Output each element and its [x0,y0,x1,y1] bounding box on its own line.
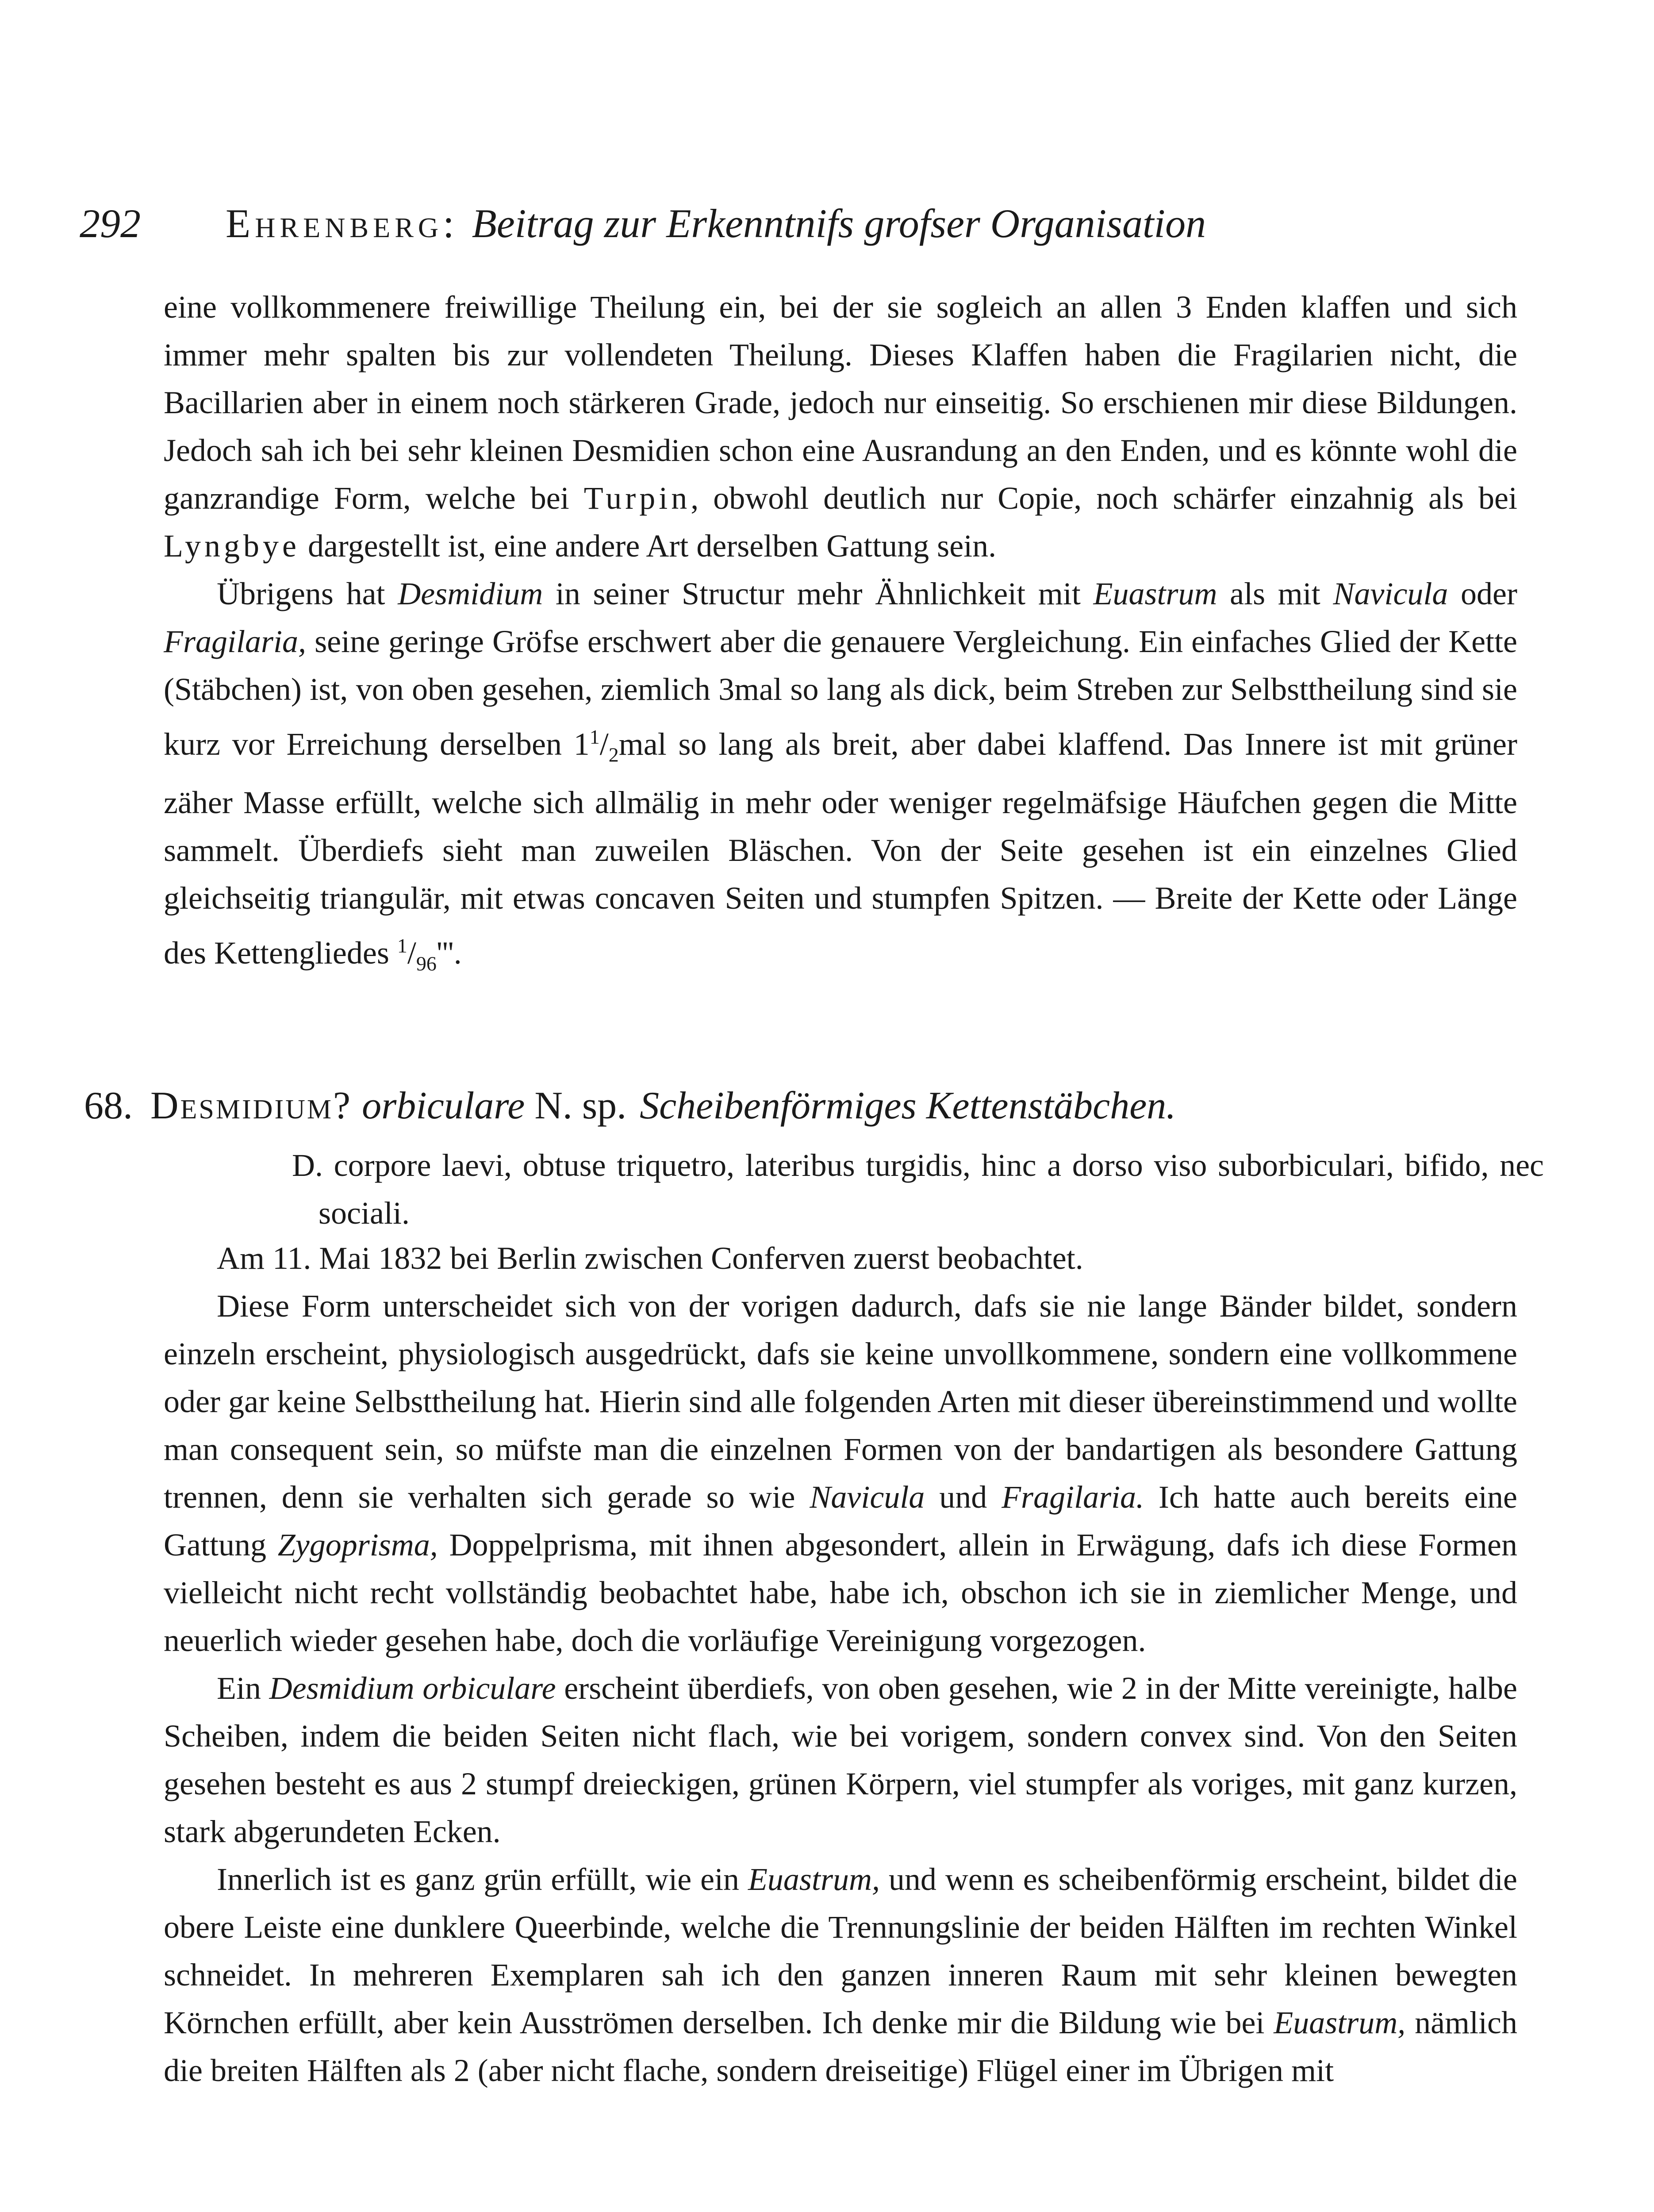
text-run: erscheint überdiefs, von oben gesehen, wie 2 in der Mitte vereinigte, halbe Scheiben, indem die beiden Seiten nicht flach, wie bei vorigem, sondern convex sind. Von den Seiten gesehen besteht es aus 2 stumpf dreieckigen, grünen Körpern, viel stumpfer als voriges, mit ganz kurzen, stark abgerundeten Ecken. [164,1671,1518,1849]
taxon-name: Zygoprisma, [277,1527,438,1563]
running-title: Beitrag zur Erkenntnifs grofser Organisation [472,201,1206,246]
paragraph [164,283,1517,570]
text-run: und wenn es scheibenförmig erscheint, bildet die obere Leiste eine dunklere Queerbinde, welche die Trennungslinie der beiden Hälften im rechten Winkel schneidet. In mehreren Exemplaren sah ich den ganzen inneren Raum mit sehr kleinen bewegten Körnchen erfüllt, aber kein Ausströmen derselben. Ich denke mir die Bildung wie bei [164,1862,1517,2040]
fraction-denominator: 96 [416,952,437,975]
taxon-name: Fragilaria, [164,624,307,659]
taxon-name: Euastrum, [1274,2005,1406,2040]
running-header [80,190,1539,257]
taxon-name: Navicula [1333,576,1448,611]
text-block-bottom [164,1234,1517,2094]
text-block-top [164,283,1517,988]
text-run: eine vollkommenere freiwillige Theilung ein, bei der sie sogleich an allen 3 Enden klaffen und sich immer mehr spalten bis zur vollendeten Theilung. Dieses Klaffen haben die Fragilarien nicht, die Bacillarien aber in einem noch stärkeren Grade, jedoch nur einseitig. So erschienen mir diese Bildungen. Jedoch sah ich bei sehr kleinen Desmidien schon eine Ausrandung an den Enden, und es könnte wohl die ganzrandige Form, welche bei [164,289,1517,516]
text-run: , obwohl deutlich nur Copie, noch schärfer einzahnig als bei [691,480,1517,516]
paragraph [164,1664,1517,1855]
fraction-numerator: 1 [397,934,407,957]
text-run: oder [1448,576,1517,611]
species-epithet: orbiculare [362,1084,525,1127]
paragraph: Am 11. Mai 1832 bei Berlin zwischen Conferven zuerst beobachtet. [217,1240,1083,1276]
taxon-name: Desmidium orbiculare [269,1671,556,1706]
author-name: Ehrenberg: [226,201,459,246]
text-run: dargestellt ist, eine andere Art derselben Gattung sein. [299,528,997,564]
text-run: Innerlich ist es ganz grün erfüllt, wie ein [217,1862,748,1897]
unit-mark: '''. [436,935,462,971]
author-citation: Turpin [583,480,691,516]
text-run: Doppelprisma, mit ihnen abgesondert, allein in Erwägung, dafs ich diese Formen vielleicht nicht recht vollständig beobachtet habe, habe ich, obschon ich sie in ziemlicher Menge, und neuerlich wieder gesehen habe, doch die vorläufige Vereinigung vorgezogen. [164,1527,1518,1658]
text-run: und [925,1479,1002,1515]
text-run: seine geringe Gröfse erschwert aber die genauere Vergleichung. Ein einfaches Glied der Kette (Stäbchen) ist, von oben gesehen, ziemlich 3mal so lang als dick, beim Streben zur Selbsttheilung sind sie kurz vor Erreichung derselben 1 [164,624,1517,762]
fraction-numerator: 1 [589,726,600,748]
common-name: Scheibenförmiges Kettenstäbchen. [640,1084,1176,1127]
text-run: mal so lang als breit, aber dabei klaffend. Das Innere ist mit grüner zäher Masse erfüllt, welche sich allmälig in mehr oder weniger regelmäfsige Häufchen gegen die Mitte sammelt. Überdiefs sieht man zuweilen Bläschen. Von der Seite gesehen ist ein einzelnes Glied gleichseitig triangulär, mit etwas concaven Seiten und stumpfen Spitzen. — Breite der Kette oder Länge des Kettengliedes [164,726,1517,971]
taxon-name: Desmidium [398,576,543,611]
taxon-name: Euastrum [1093,576,1217,611]
author-citation: Lyngbye [164,528,300,564]
species-number: 68. [84,1084,133,1127]
new-species-mark: N. sp. [534,1084,627,1127]
taxon-name: Fragilaria. [1002,1479,1144,1515]
text-run: als mit [1217,576,1333,611]
text-run: in seiner Structur mehr Ähnlichkeit mit [543,576,1094,611]
paragraph [164,1855,1517,2094]
genus-name: Desmidium? [150,1084,353,1127]
text-run: Diese Form unterscheidet sich von der vorigen dadurch, dafs sie nie lange Bänder bildet, sondern einzeln erscheint, physiologisch ausgedrückt, dafs sie keine unvollkommene, sondern eine vollkommene oder gar keine Selbsttheilung hat. Hierin sind alle folgenden Arten mit dieser übereinstimmend und wollte man consequent sein, so müfste man die einzelnen Formen von der bandartigen als besondere Gattung trennen, denn sie verhalten sich gerade so wie [164,1288,1517,1515]
text-run: Ich hatte auch bereits eine Gattung [164,1479,1518,1563]
text-run: nämlich die breiten Hälften als 2 (aber nicht flache, sondern dreiseitige) Flügel einer im Übrigen mit [164,2005,1517,2088]
latin-diagnosis: D. corpore laevi, obtuse triquetro, lateribus turgidis, hinc a dorso viso suborbiculari, bifido, nec sociali. [292,1148,1544,1231]
page-number: 292 [80,201,141,246]
paragraph: Übrigens hat Desmidium in seiner Structur mehr Ähnlichkeit mit Euastrum als mit Navicula oder Fragilaria, seine geringe Gröfse erschwert aber die genauere Vergleichung. Ein einfaches Glied der Kette (Stäbchen) ist, von oben gesehen, ziemlich 3mal so lang als dick, beim Streben zur Selbsttheilung sind sie kurz vor Erreichung derselben $1^1/_2mal$ so lang als breit, aber dabei klaffend. Das Innere ist mit grüner zäher Masse erfüllt, welche sich allmälig in mehr oder weniger regelmäfsige Häufchen gegen die Mitte sammelt. Überdiefs sieht man zuweilen Bläschen. Von der Seite gesehen ist ein einzelnes Glied gleichseitig triangulär, mit etwas concaven Seiten und stumpfen Spitzen. — Breite der Kette oder Länge des Kettengliedes $^1/_{96}'''$. [164,576,1517,975]
paragraph [164,1282,1517,1664]
fraction-denominator: 2 [608,743,619,766]
text-run: Übrigens hat [217,576,398,611]
taxon-name: Euastrum, [748,1862,880,1897]
text-run: Ein [217,1671,269,1706]
species-heading [84,1079,1522,1133]
taxon-name: Navicula [810,1479,925,1515]
